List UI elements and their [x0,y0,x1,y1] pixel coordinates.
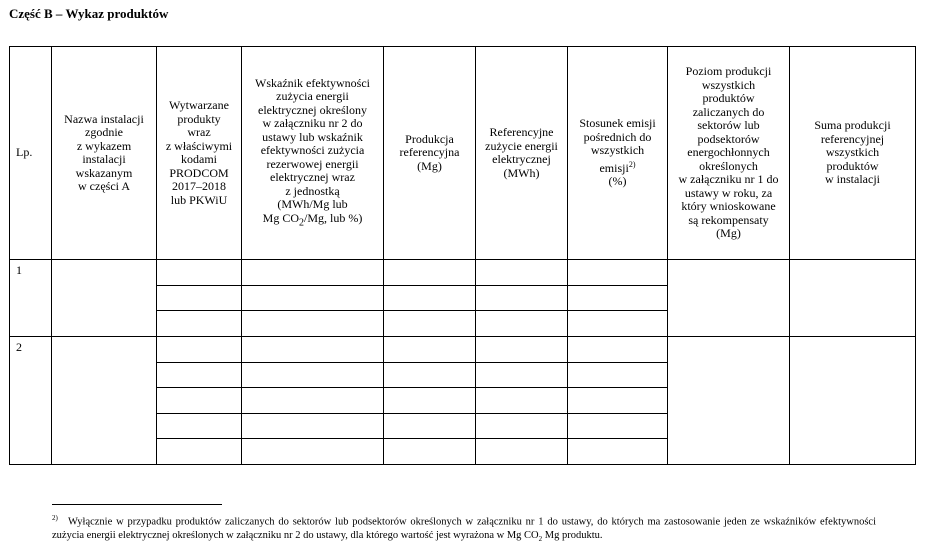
header-efficiency-index [242,47,384,260]
row-number: 2 [10,336,52,464]
cell-input[interactable] [384,311,476,337]
cell-input[interactable] [384,388,476,414]
header-lp: Lp. [10,47,52,260]
cell-input[interactable] [476,311,568,337]
cell-reference-sum[interactable] [790,336,916,464]
header-reference-production: Produkcja referencyjna (Mg) [384,47,476,260]
cell-input[interactable] [242,285,384,311]
cell-input[interactable] [384,336,476,362]
cell-input[interactable] [384,285,476,311]
cell-input[interactable] [157,388,242,414]
cell-input[interactable] [476,413,568,439]
footnote-text-end: Mg produktu. [542,529,603,541]
header-installation-name: Nazwa instalacji zgodnie z wykazem instalacji wskazanym w części A [52,47,157,260]
footnote-text: Wyłącznie w przypadku produktów zaliczanych do sektorów lub podsektorów określonych w załączniku nr 1 do ustawy, do których ma zastosowanie jeden ze wskaźników efektywności zużycia energii elektrycznej określonych w załączniku nr 2 do ustawy, dla którego wartość jest wyrażona w Mg CO [52,516,876,541]
footnote-subscript: 2 [538,534,543,543]
cell-input[interactable] [568,285,668,311]
table-row [10,260,916,286]
cell-input[interactable] [242,439,384,465]
emission-ratio-text: Stosunek emisji pośrednich do wszystkich emisji [579,116,656,175]
cell-input[interactable] [568,336,668,362]
cell-input[interactable] [476,285,568,311]
footnote-separator [52,504,222,505]
cell-input[interactable] [242,388,384,414]
footnote [52,512,876,546]
cell-input[interactable] [157,413,242,439]
cell-installation-name[interactable] [52,260,157,337]
cell-input[interactable] [242,362,384,388]
cell-installation-name[interactable] [52,336,157,464]
efficiency-index-text: Wskaźnik efektywności zużycia energii elektrycznej określony w załączniku nr 2 do ustawy lub wskaźnik efektywności zużycia rezerwowej energii elektrycznej wraz z jednostką (MWh/Mg lub Mg CO [255,75,370,225]
emission-ratio-unit: (%) [608,174,627,189]
header-products: Wytwarzane produkty wraz z właściwymi kodami PRODCOM 2017–2018 lub PKWiU [157,47,242,260]
cell-input[interactable] [476,362,568,388]
footnote-mark: 2) [52,514,58,522]
section-title: Część B – Wykaz produktów [9,6,169,21]
cell-input[interactable] [568,439,668,465]
cell-input[interactable] [384,362,476,388]
cell-input[interactable] [157,336,242,362]
cell-input[interactable] [476,260,568,286]
cell-input[interactable] [242,311,384,337]
cell-input[interactable] [242,413,384,439]
header-row [10,47,916,260]
cell-input[interactable] [568,311,668,337]
efficiency-index-unit: /Mg, lub %) [304,210,363,225]
cell-input[interactable] [157,362,242,388]
cell-production-level[interactable] [668,336,790,464]
cell-input[interactable] [157,439,242,465]
cell-reference-sum[interactable] [790,260,916,337]
cell-input[interactable] [476,439,568,465]
cell-input[interactable] [384,413,476,439]
row-number: 1 [10,260,52,337]
products-table [9,46,916,465]
header-emission-ratio [568,47,668,260]
cell-input[interactable] [157,285,242,311]
header-reference-sum: Suma produkcji referencyjnej wszystkich produktów w instalacji [790,47,916,260]
header-production-level: Poziom produkcji wszystkich produktów zaliczanych do sektorów lub podsektorów energochłonnych określonych w załączniku nr 1 do ustawy w roku, za który wnioskowane są rekompensaty (Mg) [668,47,790,260]
cell-input[interactable] [476,336,568,362]
efficiency-index-subscript: 2 [299,216,304,228]
cell-input[interactable] [568,388,668,414]
header-reference-consumption: Referencyjne zużycie energii elektrycznej (MWh) [476,47,568,260]
cell-input[interactable] [384,260,476,286]
cell-input[interactable] [157,260,242,286]
cell-input[interactable] [242,260,384,286]
cell-input[interactable] [568,413,668,439]
cell-input[interactable] [242,336,384,362]
table-row [10,336,916,362]
cell-production-level[interactable] [668,260,790,337]
cell-input[interactable] [384,439,476,465]
emission-ratio-footnote-ref: 2) [628,159,636,169]
cell-input[interactable] [568,362,668,388]
cell-input[interactable] [476,388,568,414]
cell-input[interactable] [157,311,242,337]
cell-input[interactable] [568,260,668,286]
